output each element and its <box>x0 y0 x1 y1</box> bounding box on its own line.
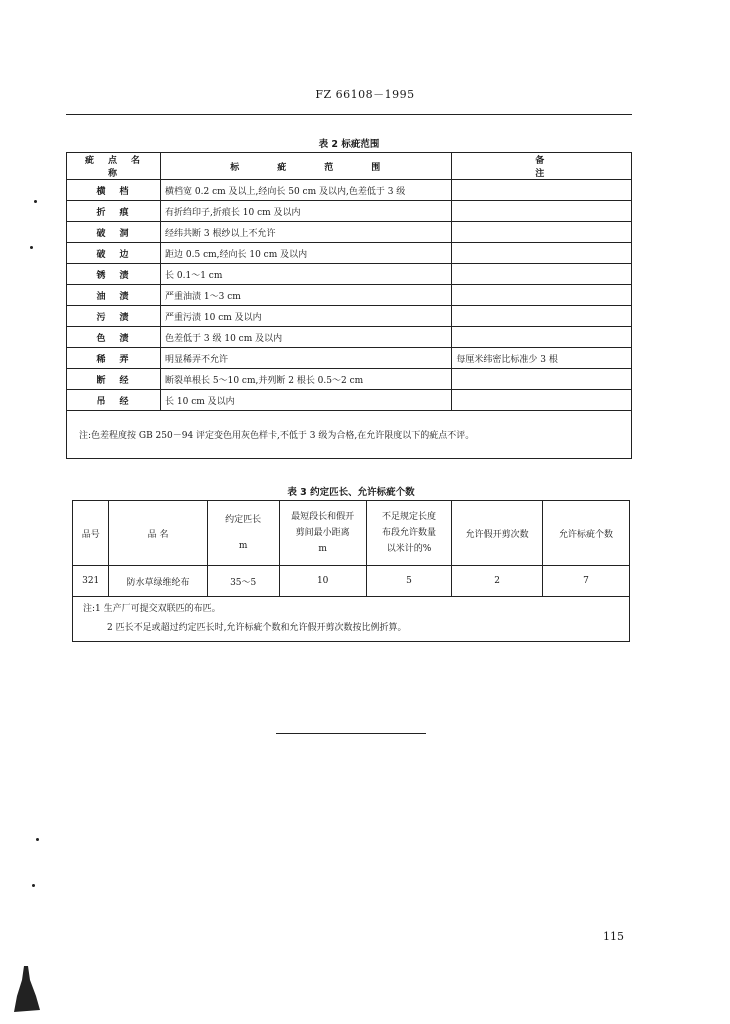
defect-name: 吊经 <box>67 390 161 411</box>
table3-notes-row <box>73 597 630 642</box>
defect-name: 稀弄 <box>67 348 161 369</box>
agreed-length: 35～5 <box>207 566 279 597</box>
defect-name: 破边 <box>67 243 161 264</box>
defect-note <box>452 264 632 285</box>
length-header-text: 约定匹长 <box>225 515 262 525</box>
column-header-name: 品 名 <box>109 501 207 566</box>
defect-note <box>452 306 632 327</box>
table-row <box>67 243 632 264</box>
defect-note <box>452 369 632 390</box>
scan-speck <box>34 200 37 203</box>
column-header-defect-name: 疵点名称 <box>67 153 161 180</box>
defect-note: 每厘米纬密比标准少 3 根 <box>452 348 632 369</box>
header-rule <box>66 114 632 115</box>
table-row <box>67 285 632 306</box>
defect-range: 距边 0.5 cm,经向长 10 cm 及以内 <box>161 243 452 264</box>
product-name: 防水草绿维纶布 <box>109 566 207 597</box>
column-header-remarks: 备注 <box>452 153 632 180</box>
defect-range: 明显稀弄不允许 <box>161 348 452 369</box>
scan-speck <box>30 246 33 249</box>
short-percent: 5 <box>366 566 452 597</box>
defect-note <box>452 243 632 264</box>
min-header-unit: m <box>318 544 327 554</box>
defect-name: 色渍 <box>67 327 161 348</box>
table-row <box>67 327 632 348</box>
page-number: 115 <box>603 930 624 943</box>
length-header-unit: m <box>238 541 248 551</box>
length-defect-table <box>72 500 630 642</box>
defect-range: 色差低于 3 级 10 cm 及以内 <box>161 327 452 348</box>
defect-note <box>452 180 632 201</box>
defect-note <box>452 390 632 411</box>
table2-header-row <box>67 153 632 180</box>
table2-caption: 表 2 标疵范围 <box>318 139 380 150</box>
defect-note <box>452 327 632 348</box>
table-row <box>73 566 630 597</box>
table2-footnote-row <box>67 411 632 459</box>
column-header-cuts: 允许假开剪次数 <box>452 501 543 566</box>
defect-note <box>452 222 632 243</box>
defect-range: 经纬共断 3 根纱以上不允许 <box>161 222 452 243</box>
allowed-defects: 7 <box>542 566 629 597</box>
defect-range: 横档宽 0.2 cm 及以上,经向长 50 cm 及以内,色差低于 3 级 <box>161 180 452 201</box>
defect-range-table <box>66 152 632 459</box>
defect-name: 锈渍 <box>67 264 161 285</box>
defect-range: 严重油渍 1～3 cm <box>161 285 452 306</box>
defect-range: 断裂单根长 5～10 cm,并列断 2 根长 0.5～2 cm <box>161 369 452 390</box>
end-separator-rule <box>276 733 426 734</box>
defect-name: 折痕 <box>67 201 161 222</box>
table-row <box>67 222 632 243</box>
defect-name: 横档 <box>67 180 161 201</box>
defect-note <box>452 201 632 222</box>
table-row <box>67 306 632 327</box>
table3-note-2: 2 匹长不足或超过约定匹长时,允许标疵个数和允许假开剪次数按比例折算。 <box>107 623 407 633</box>
table3-note-1: 注:1 生产厂可提交双联匹的布匹。 <box>83 604 221 614</box>
column-header-code: 品号 <box>73 501 109 566</box>
short-header-line1: 不足规定长度 <box>381 512 436 522</box>
min-header-line1: 最短段长和假开 <box>291 512 355 522</box>
defect-range: 有折绉印子,折痕长 10 cm 及以内 <box>161 201 452 222</box>
defect-range: 严重污渍 10 cm 及以内 <box>161 306 452 327</box>
table-row <box>67 369 632 390</box>
table3-caption: 表 3 约定匹长、允许标疵个数 <box>287 487 415 498</box>
column-header-length <box>207 501 279 566</box>
document-code-header: FZ 66108－1995 <box>315 88 415 101</box>
table-row <box>67 264 632 285</box>
min-length: 10 <box>279 566 366 597</box>
table3-notes <box>73 597 630 642</box>
table2-footnote: 注:色差程度按 GB 250－94 评定变色用灰色样卡,不低于 3 级为合格,在允许限度以下的疵点不评。 <box>67 411 632 459</box>
defect-range: 长 10 cm 及以内 <box>161 390 452 411</box>
scan-speck <box>32 884 35 887</box>
defect-note <box>452 285 632 306</box>
defect-range: 长 0.1～1 cm <box>161 264 452 285</box>
min-header-line2: 剪间最小距离 <box>295 528 350 538</box>
defect-name: 污渍 <box>67 306 161 327</box>
short-header-line3: 以米计的% <box>386 544 432 554</box>
column-header-defects: 允许标疵个数 <box>542 501 629 566</box>
table-row <box>67 201 632 222</box>
defect-name: 破洞 <box>67 222 161 243</box>
table-row <box>67 390 632 411</box>
product-code: 321 <box>73 566 109 597</box>
defect-name: 油渍 <box>67 285 161 306</box>
column-header-range: 标疵范围 <box>161 153 452 180</box>
table3-header-row <box>73 501 630 566</box>
defect-name: 断经 <box>67 369 161 390</box>
table-row <box>67 348 632 369</box>
column-header-min-length <box>279 501 366 566</box>
allowed-cuts: 2 <box>452 566 543 597</box>
column-header-short-pieces <box>366 501 452 566</box>
table-row <box>67 180 632 201</box>
short-header-line2: 布段允许数量 <box>381 528 436 538</box>
scan-ink-mark <box>14 966 40 1012</box>
scan-speck <box>36 838 39 841</box>
